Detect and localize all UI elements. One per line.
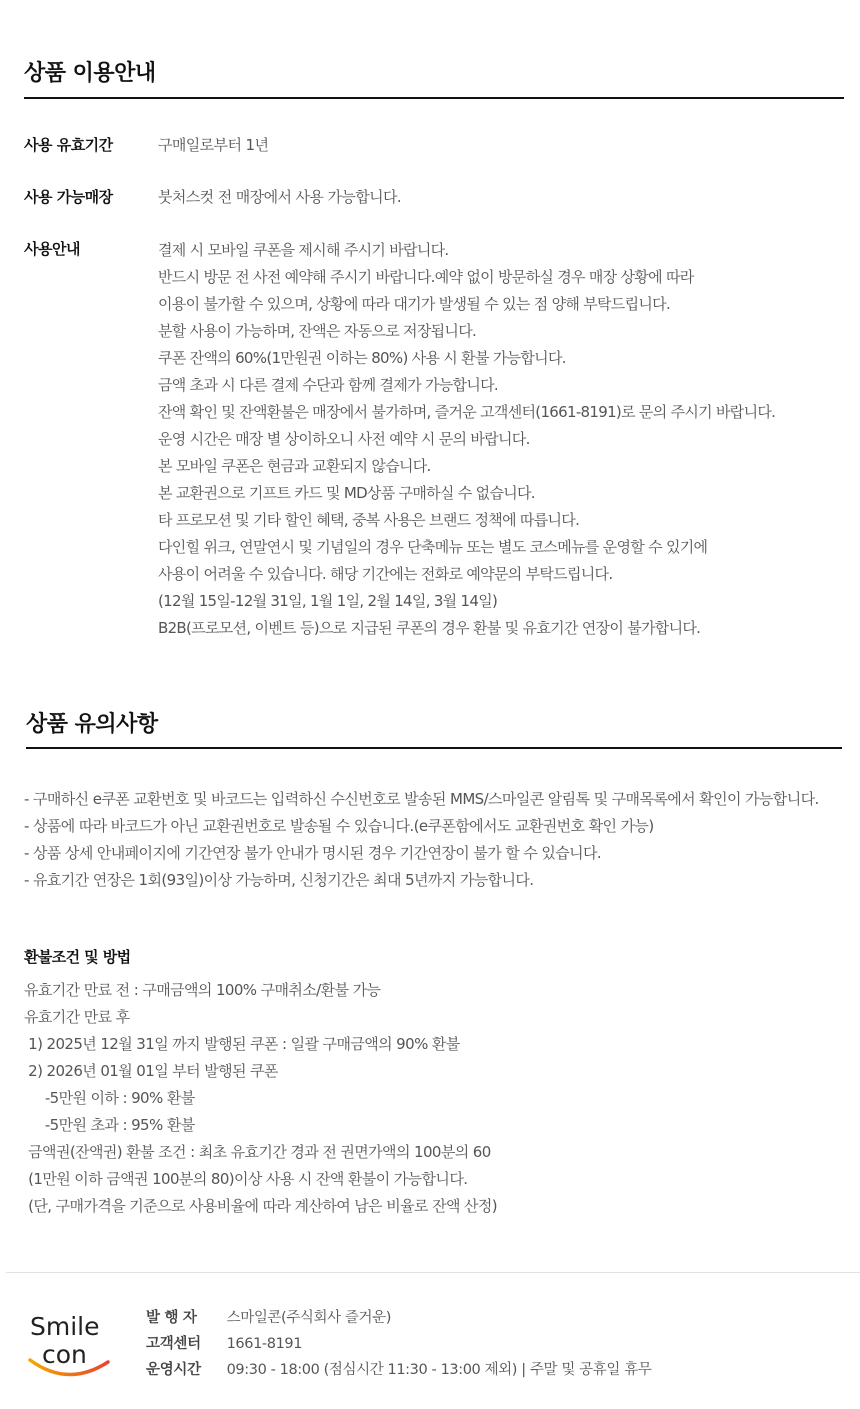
refund-line: 1) 2025년 12월 31일 까지 발행된 쿠폰 : 일괄 구매금액의 90% 환불 xyxy=(24,1035,460,1053)
guide-line: 금액 초과 시 다른 결제 수단과 함께 결제가 가능합니다. xyxy=(158,376,498,394)
caution-note: - 유효기간 연장은 1회(93일)이상 가능하며, 신청기간은 최대 5년까지 가능합니다. xyxy=(24,871,534,889)
hours-label: 운영시간 xyxy=(146,1362,201,1378)
guide-line: 사용이 어려울 수 있습니다. 해당 기간에는 전화로 예약문의 부탁드립니다. xyxy=(158,565,613,583)
support-row xyxy=(146,1331,651,1357)
guide-line: 이용이 불가할 수 있으며, 상황에 따라 대기가 발생될 수 있는 점 양해 부탁드립니다. xyxy=(158,295,671,313)
guide-line: 반드시 방문 전 사전 예약해 주시기 바랍니다.예약 없이 방문하실 경우 매장 상황에 따라 xyxy=(158,268,694,286)
guide-line: 본 모바일 쿠폰은 현금과 교환되지 않습니다. xyxy=(158,457,431,475)
refund-line: 금액권(잔액권) 환불 조건 : 최초 유효기간 경과 전 권면가액의 100분의 60 xyxy=(24,1143,491,1161)
guide-line: 분할 사용이 가능하며, 잔액은 자동으로 저장됩니다. xyxy=(158,322,477,340)
stores-label: 사용 가능매장 xyxy=(24,188,113,206)
guide-line: 잔액 확인 및 잔액환불은 매장에서 불가하며, 즐거운 고객센터(1661-8191)로 문의 주시기 바랍니다. xyxy=(158,403,776,421)
logo-word-con: con xyxy=(42,1340,87,1369)
guide-list xyxy=(158,237,775,642)
guide-line: B2B(프로모션, 이벤트 등)으로 지급된 쿠폰의 경우 환불 및 유효기간 연장이 불가합니다. xyxy=(158,619,701,637)
refund-line: 2) 2026년 01월 01일 부터 발행된 쿠폰 xyxy=(24,1062,278,1080)
support-label: 고객센터 xyxy=(146,1336,201,1352)
hours-value: 09:30 - 18:00 (점심시간 11:30 - 13:00 제외) | 주말 및 공휴일 휴무 xyxy=(226,1362,652,1378)
company-info xyxy=(146,1305,651,1383)
caution-section-title: 상품 유의사항 xyxy=(26,712,158,737)
guide-line: 결제 시 모바일 쿠폰을 제시해 주시기 바랍니다. xyxy=(158,241,449,259)
refund-title: 환불조건 및 방법 xyxy=(24,948,131,966)
logo-smile-swoosh-icon xyxy=(28,1348,114,1384)
guide-line: (12월 15일-12월 31일, 1월 1일, 2월 14일, 3월 14일) xyxy=(158,592,498,610)
refund-lines xyxy=(24,977,497,1220)
refund-line: -5만원 이하 : 90% 환불 xyxy=(24,1089,195,1107)
logo-word-smile: Smile xyxy=(30,1312,100,1341)
caution-notes xyxy=(24,786,836,894)
caution-title-divider xyxy=(26,747,842,749)
guide-line: 본 교환권으로 기프트 카드 및 MD상품 구매하실 수 없습니다. xyxy=(158,484,535,502)
footer-divider xyxy=(6,1272,860,1273)
smilecon-logo xyxy=(28,1312,114,1384)
publisher-value: 스마일콘(주식회사 즐거운) xyxy=(226,1310,392,1326)
support-phone[interactable]: 1661-8191 xyxy=(226,1336,303,1352)
validity-label: 사용 유효기간 xyxy=(24,136,113,154)
caution-note: - 구매하신 e쿠폰 교환번호 및 바코드는 입력하신 수신번호로 발송된 MMS/스마일콘 알림톡 및 구매목록에서 확인이 가능합니다. xyxy=(24,790,819,808)
refund-line: 유효기간 만료 전 : 구매금액의 100% 구매취소/환불 가능 xyxy=(24,981,381,999)
refund-line: -5만원 초과 : 95% 환불 xyxy=(24,1116,195,1134)
stores-value: 붓처스컷 전 매장에서 사용 가능합니다. xyxy=(158,188,402,206)
caution-note: - 상품 상세 안내페이지에 기간연장 불가 안내가 명시된 경우 기간연장이 불가 할 수 있습니다. xyxy=(24,844,602,862)
hours-row xyxy=(146,1357,651,1383)
guide-line: 운영 시간은 매장 별 상이하오니 사전 예약 시 문의 바랍니다. xyxy=(158,430,530,448)
usage-title-divider xyxy=(24,97,844,99)
refund-line: 유효기간 만료 후 xyxy=(24,1008,130,1026)
validity-value: 구매일로부터 1년 xyxy=(158,136,269,154)
guide-label: 사용안내 xyxy=(24,240,80,258)
usage-section-title: 상품 이용안내 xyxy=(24,61,156,86)
publisher-label: 발 행 자 xyxy=(146,1310,197,1326)
guide-line: 다인힐 위크, 연말연시 및 기념일의 경우 단축메뉴 또는 별도 코스메뉴를 운영할 수 있기에 xyxy=(158,538,708,556)
refund-line: (단, 구매가격을 기준으로 사용비율에 따라 계산하여 남은 비율로 잔액 산정) xyxy=(24,1197,498,1215)
refund-line: (1만원 이하 금액권 100분의 80)이상 사용 시 잔액 환불이 가능합니다. xyxy=(24,1170,468,1188)
guide-line: 쿠폰 잔액의 60%(1만원권 이하는 80%) 사용 시 환불 가능합니다. xyxy=(158,349,566,367)
publisher-row xyxy=(146,1305,651,1331)
caution-note: - 상품에 따라 바코드가 아닌 교환권번호로 발송될 수 있습니다.(e쿠폰함에서도 교환권번호 확인 가능) xyxy=(24,817,654,835)
guide-line: 타 프로모션 및 기타 할인 혜택, 중복 사용은 브랜드 정책에 따릅니다. xyxy=(158,511,580,529)
